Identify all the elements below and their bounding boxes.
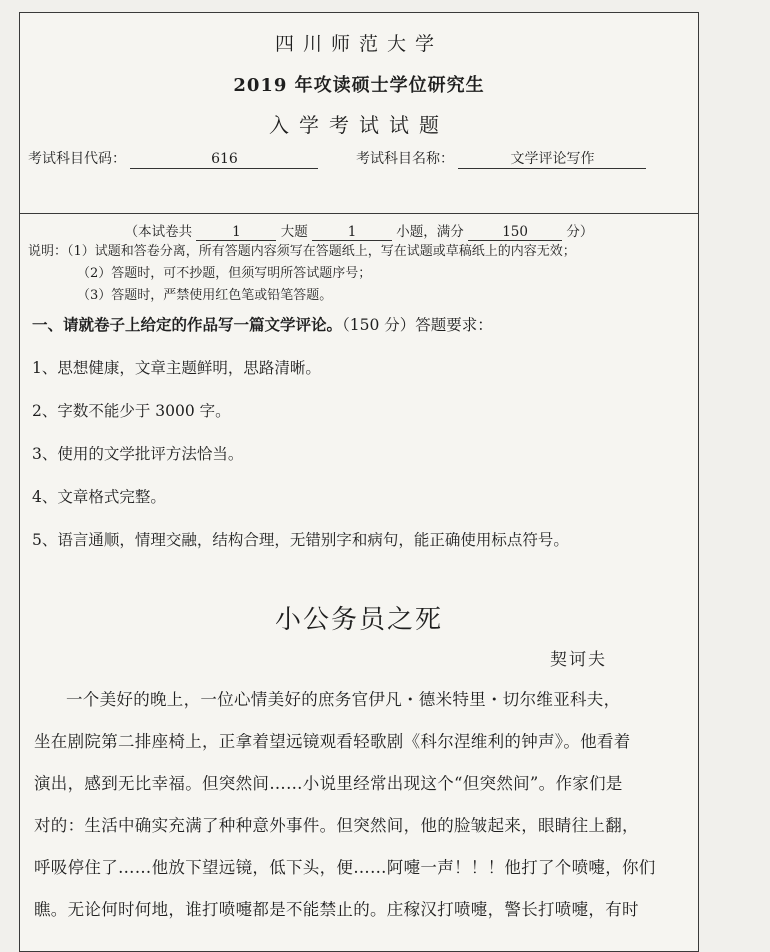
- university-name: 四川师范大学: [274, 33, 443, 55]
- subject-name-row: [356, 148, 646, 169]
- score-text-1: （本试卷共: [124, 224, 193, 240]
- section-count: 1: [196, 224, 276, 241]
- story-line-6: 瞧。无论何时何地，谁打喷嚏都是不能禁止的。庄稼汉打喷嚏，警长打喷嚏，有时: [34, 900, 639, 919]
- question-count: 1: [312, 224, 392, 241]
- requirement-3: 3、使用的文学批评方法恰当。: [32, 445, 244, 463]
- requirement-4: 4、文章格式完整。: [32, 488, 166, 506]
- story-line-4: 对的：生活中确实充满了种种意外事件。但突然间，他的脸皱起来，眼睛往上翻，: [34, 816, 639, 835]
- total-score: 150: [468, 224, 562, 241]
- note-line-2: （2）答题时，可不抄题，但须写明所答试题序号；: [77, 266, 372, 281]
- subject-name-value: 文学评论写作: [458, 150, 646, 169]
- exam-year: 2019 年攻读硕士学位研究生: [233, 75, 485, 96]
- subject-name-label: 考试科目名称：: [356, 151, 454, 167]
- story-title: 小公务员之死: [274, 605, 443, 635]
- exam-sheet: [19, 12, 699, 952]
- subject-code-label: 考试科目代码：: [28, 151, 126, 167]
- story-line-5: 呼吸停住了……他放下望远镜，低下头，便……阿嚏一声！！！他打了个喷嚏，你们: [34, 858, 656, 877]
- story-line-1: 一个美好的晚上，一位心情美好的庶务官伊凡・德米特里・切尔维亚科夫，: [66, 690, 621, 709]
- story-line-2: 坐在剧院第二排座椅上，正拿着望远镜观看轻歌剧《科尔涅维利的钟声》。他看着: [34, 732, 631, 751]
- exam-header: [20, 13, 698, 214]
- subject-code-value: 616: [130, 150, 318, 169]
- requirement-5: 5、语言通顺，情理交融，结构合理，无错别字和病句，能正确使用标点符号。: [32, 531, 569, 549]
- question-heading: [32, 313, 493, 335]
- question-sub-text: （150 分）答题要求：: [342, 316, 493, 334]
- story-line-3: 演出，感到无比幸福。但突然间……小说里经常出现这个“但突然间”。作家们是: [34, 774, 623, 793]
- score-line: [20, 220, 698, 241]
- requirement-2: 2、字数不能少于 3000 字。: [32, 402, 231, 420]
- note-line-1: 说明：（1）试题和答卷分离，所有答题内容须写在答题纸上，写在试题或草稿纸上的内容无效；: [28, 244, 576, 259]
- subject-code-row: [28, 148, 318, 169]
- note-line-3: （3）答题时，严禁使用红色笔或铅笔答题。: [77, 288, 333, 303]
- question-main-text: 一、请就卷子上给定的作品写一篇文学评论。: [32, 315, 343, 334]
- score-text-2: 大题: [280, 224, 308, 240]
- exam-title: 入学考试试题: [269, 113, 449, 137]
- story-author: 契诃夫: [550, 650, 607, 670]
- score-text-4: 分）: [566, 224, 594, 240]
- score-text-3: 小题，满分: [396, 224, 464, 240]
- requirement-1: 1、思想健康，文章主题鲜明，思路清晰。: [32, 359, 321, 377]
